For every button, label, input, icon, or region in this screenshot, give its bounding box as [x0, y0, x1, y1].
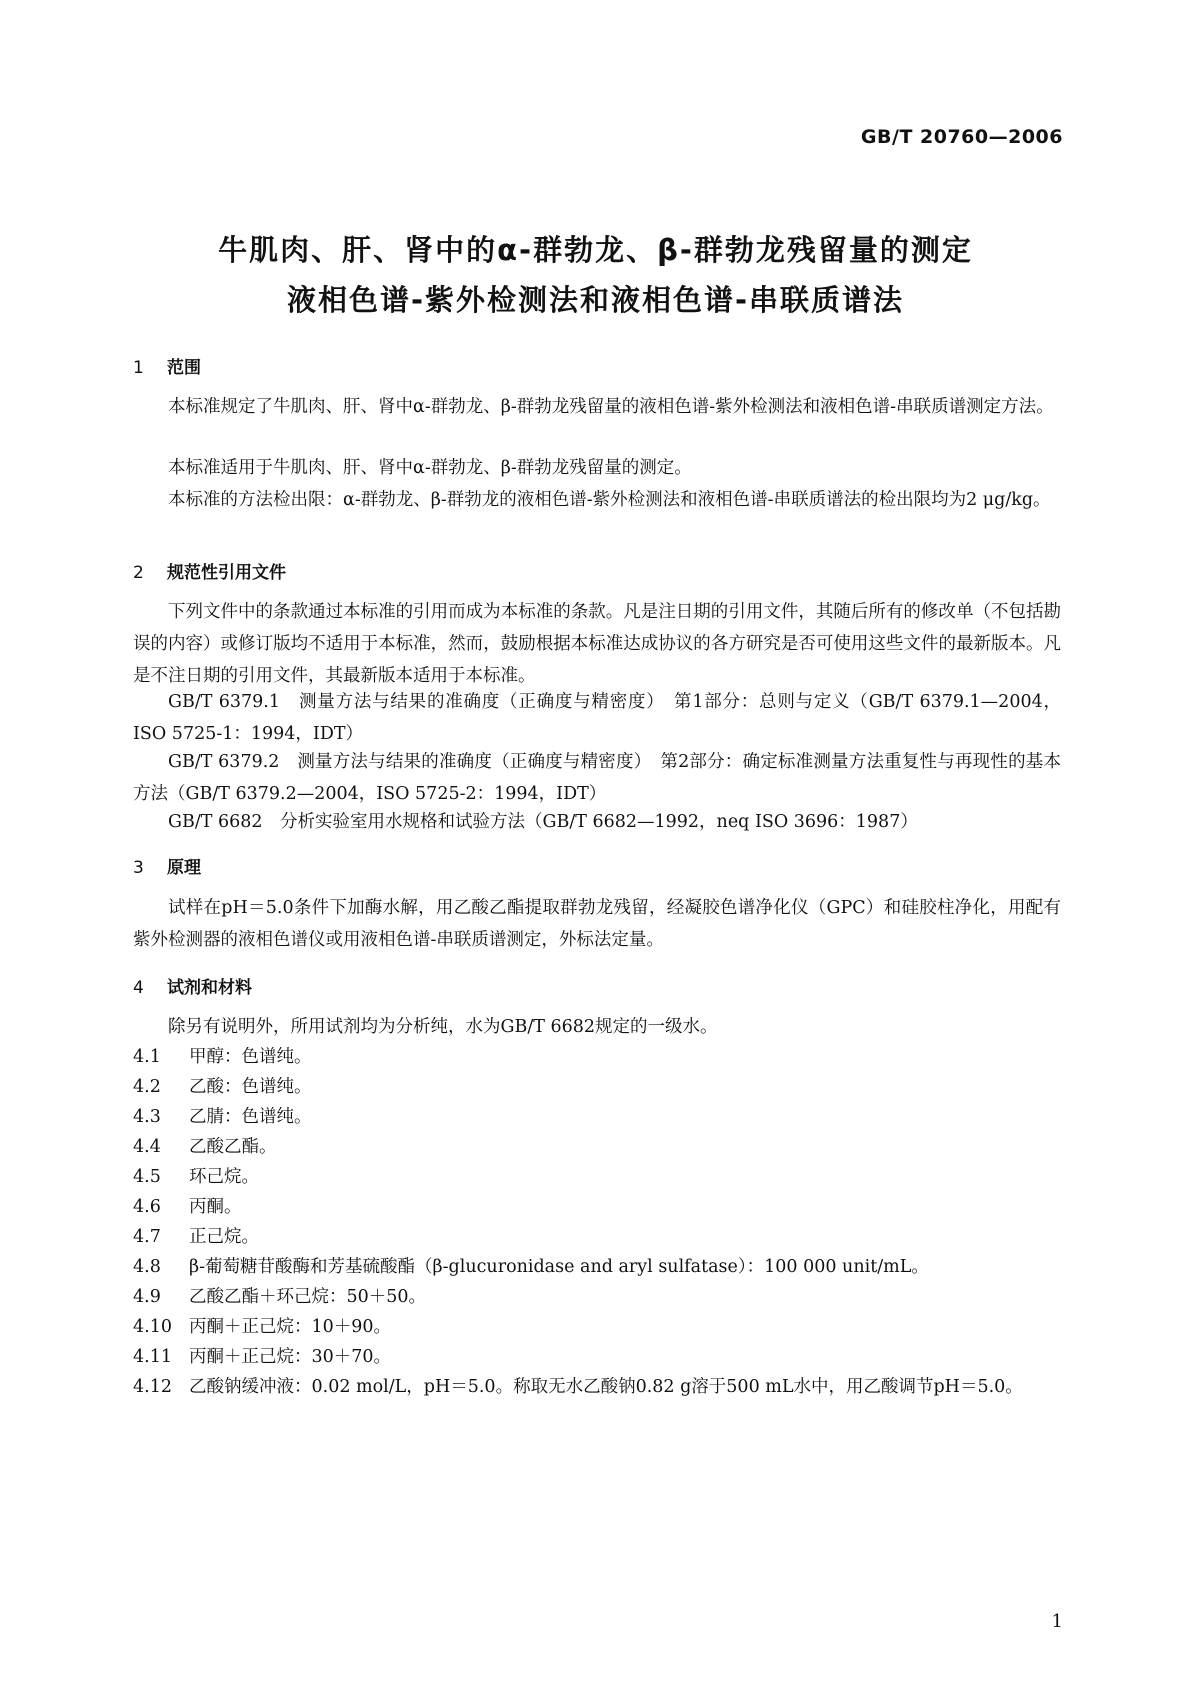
section-2-paragraph-1: 下列文件中的条款通过本标准的引用而成为本标准的条款。凡是注日期的引用文件，其随后所有的修改单（不包括勘误的内容）或修订版均不适用于本标准，然而，鼓励根据本标准达成协议的各方研究是否可使用这些文件的最新版本。凡是不注日期的引用文件，其最新版本适用于本标准。 [133, 602, 1061, 686]
item-number: 4.6 [133, 1197, 161, 1217]
item-text: 丙酮＋正己烷：10＋90。 [189, 1317, 392, 1337]
item-text: 乙酸乙酯＋环己烷：50＋50。 [189, 1287, 427, 1307]
section-4-heading [133, 973, 252, 998]
section-1-paragraph-3: 本标准的方法检出限：α-群勃龙、β-群勃龙的液相色谱-紫外检测法和液相色谱-串联质谱法的检出限均为2 μg/kg。 [168, 490, 1051, 510]
item-text: 环己烷。 [189, 1167, 259, 1187]
list-item [133, 1221, 1061, 1253]
item-number: 4.3 [133, 1107, 161, 1127]
item-number: 4.8 [133, 1257, 161, 1277]
item-number: 4.5 [133, 1167, 161, 1187]
item-number: 4.9 [133, 1287, 161, 1307]
page-number: 1 [1051, 1611, 1063, 1632]
item-number: 4.4 [133, 1137, 161, 1157]
list-item [133, 1161, 1061, 1193]
section-title: 原理 [167, 858, 201, 878]
list-item [133, 1281, 1061, 1313]
section-title: 试剂和材料 [167, 978, 252, 998]
standard-number: GB/T 20760—2006 [860, 126, 1063, 148]
list-item [133, 1341, 1061, 1373]
item-text: 乙腈：色谱纯。 [189, 1107, 312, 1127]
list-item [133, 1191, 1061, 1223]
item-number: 4.7 [133, 1227, 161, 1247]
list-item [133, 1311, 1061, 1343]
item-text: 乙酸：色谱纯。 [189, 1077, 312, 1097]
section-number: 2 [133, 563, 144, 583]
section-number: 1 [133, 358, 144, 378]
list-item [133, 1131, 1061, 1163]
section-3-heading [133, 853, 201, 878]
document-title-line2: 液相色谱-紫外检测法和液相色谱-串联质谱法 [286, 283, 905, 317]
item-text: 乙酸钠缓冲液：0.02 mol/L，pH＝5.0。称取无水乙酸钠0.82 g溶于500 mL水中，用乙酸调节pH＝5.0。 [189, 1377, 1023, 1397]
section-1-paragraph-1: 本标准规定了牛肌肉、肝、肾中α-群勃龙、β-群勃龙残留量的液相色谱-紫外检测法和液相色谱-串联质谱测定方法。 [168, 397, 1054, 417]
item-text: 乙酸乙酯。 [189, 1137, 277, 1157]
section-title: 规范性引用文件 [167, 563, 286, 583]
normative-reference-2: GB/T 6379.2 测量方法与结果的准确度（正确度与精密度） 第2部分：确定标准测量方法重复性与再现性的基本方法（GB/T 6379.2—2004，ISO 5725-2：1994，IDT） [133, 752, 1061, 804]
list-item [133, 1071, 1061, 1103]
normative-reference-1: GB/T 6379.1 测量方法与结果的准确度（正确度与精密度） 第1部分：总则与定义（GB/T 6379.1—2004，ISO 5725-1：1994，IDT） [133, 692, 1061, 744]
item-number: 4.11 [133, 1347, 172, 1367]
section-1-heading [133, 353, 201, 378]
normative-reference-3: GB/T 6682 分析实验室用水规格和试验方法（GB/T 6682—1992，neq ISO 3696：1987） [168, 812, 918, 832]
section-2-heading [133, 558, 286, 583]
section-number: 3 [133, 858, 144, 878]
item-number: 4.12 [133, 1377, 172, 1397]
item-text: β-葡萄糖苷酸酶和芳基硫酸酯（β-glucuronidase and aryl sulfatase）：100 000 unit/mL。 [189, 1257, 929, 1277]
item-text: 正己烷。 [189, 1227, 259, 1247]
section-4-paragraph-1: 除另有说明外，所用试剂均为分析纯，水为GB/T 6682规定的一级水。 [168, 1017, 718, 1037]
list-item [133, 1041, 1061, 1073]
item-number: 4.2 [133, 1077, 161, 1097]
item-number: 4.1 [133, 1047, 161, 1067]
section-1-paragraph-2: 本标准适用于牛肌肉、肝、肾中α-群勃龙、β-群勃龙残留量的测定。 [168, 458, 692, 478]
item-text: 甲醇：色谱纯。 [189, 1047, 312, 1067]
document-title-line1: 牛肌肉、肝、肾中的α-群勃龙、β-群勃龙残留量的测定 [218, 233, 973, 267]
section-title: 范围 [167, 358, 201, 378]
list-item [133, 1101, 1061, 1133]
item-number: 4.10 [133, 1317, 172, 1337]
item-text: 丙酮。 [189, 1197, 242, 1217]
section-3-paragraph-1: 试样在pH＝5.0条件下加酶水解，用乙酸乙酯提取群勃龙残留，经凝胶色谱净化仪（GPC）和硅胶柱净化，用配有紫外检测器的液相色谱仪或用液相色谱-串联质谱测定，外标法定量。 [133, 898, 1061, 950]
list-item [133, 1251, 1061, 1283]
item-text: 丙酮＋正己烷：30＋70。 [189, 1347, 392, 1367]
section-number: 4 [133, 978, 144, 998]
list-item [133, 1371, 1061, 1403]
